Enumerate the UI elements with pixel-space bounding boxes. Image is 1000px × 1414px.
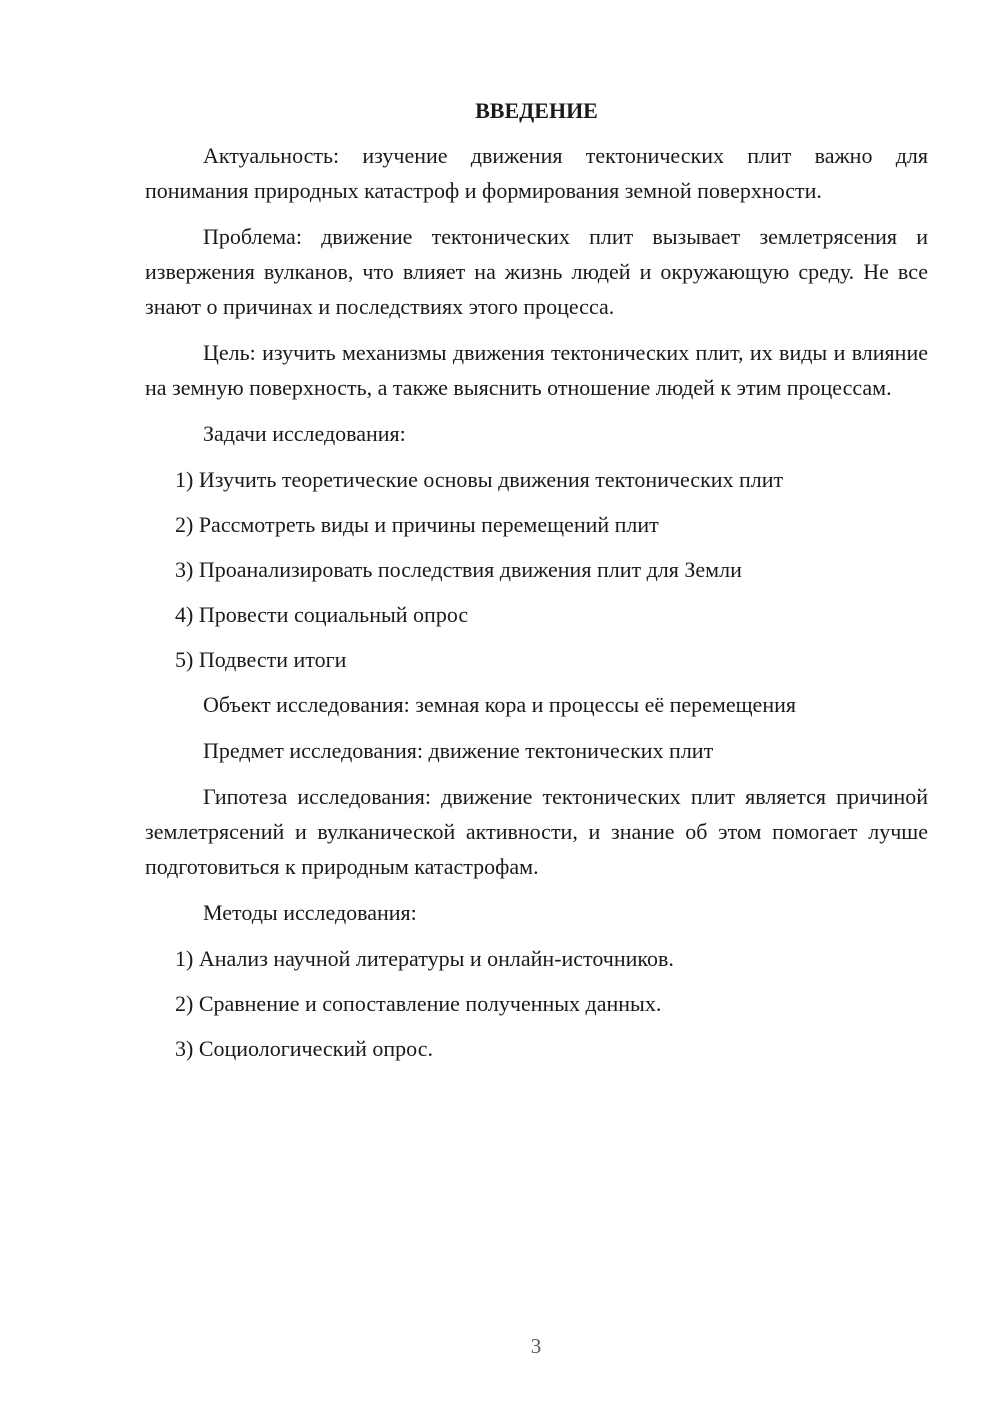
task-item: 5) Подвести итоги xyxy=(175,647,347,672)
task-item: 3) Проанализировать последствия движения плит для Земли xyxy=(175,557,742,582)
methods-heading: Методы исследования: xyxy=(203,900,417,925)
task-item: 1) Изучить теоретические основы движения тектонических плит xyxy=(175,467,784,492)
tasks-heading: Задачи исследования: xyxy=(203,421,406,446)
relevance-paragraph: Актуальность: изучение движения тектонических плит важно для понимания природных катастроф и формирования земной поверхности. xyxy=(145,143,928,203)
subject-line: Предмет исследования: движение тектонических плит xyxy=(203,738,714,763)
goal-paragraph: Цель: изучить механизмы движения тектонических плит, их виды и влияние на земную поверхность, а также выяснить отношение людей к этим процессам. xyxy=(145,340,928,400)
hypothesis-paragraph: Гипотеза исследования: движение тектонических плит является причиной землетрясений и вулканической активности, и знание об этом помогает лучше подготовиться к природным катастрофам. xyxy=(145,784,928,879)
object-line: Объект исследования: земная кора и процессы её перемещения xyxy=(203,692,796,717)
page-content xyxy=(145,96,928,1076)
page-number: 3 xyxy=(530,1334,542,1358)
method-item: 3) Социологический опрос. xyxy=(175,1036,433,1061)
page-title: ВВЕДЕНИЕ xyxy=(475,98,598,123)
task-item: 4) Провести социальный опрос xyxy=(175,602,469,627)
task-item: 2) Рассмотреть виды и причины перемещений плит xyxy=(175,512,659,537)
method-item: 2) Сравнение и сопоставление полученных данных. xyxy=(175,991,662,1016)
method-item: 1) Анализ научной литературы и онлайн-источников. xyxy=(175,946,674,971)
problem-paragraph: Проблема: движение тектонических плит вызывает землетрясения и извержения вулканов, что влияет на жизнь людей и окружающую среду. Не все знают о причинах и последствиях этого процесса. xyxy=(145,224,928,319)
